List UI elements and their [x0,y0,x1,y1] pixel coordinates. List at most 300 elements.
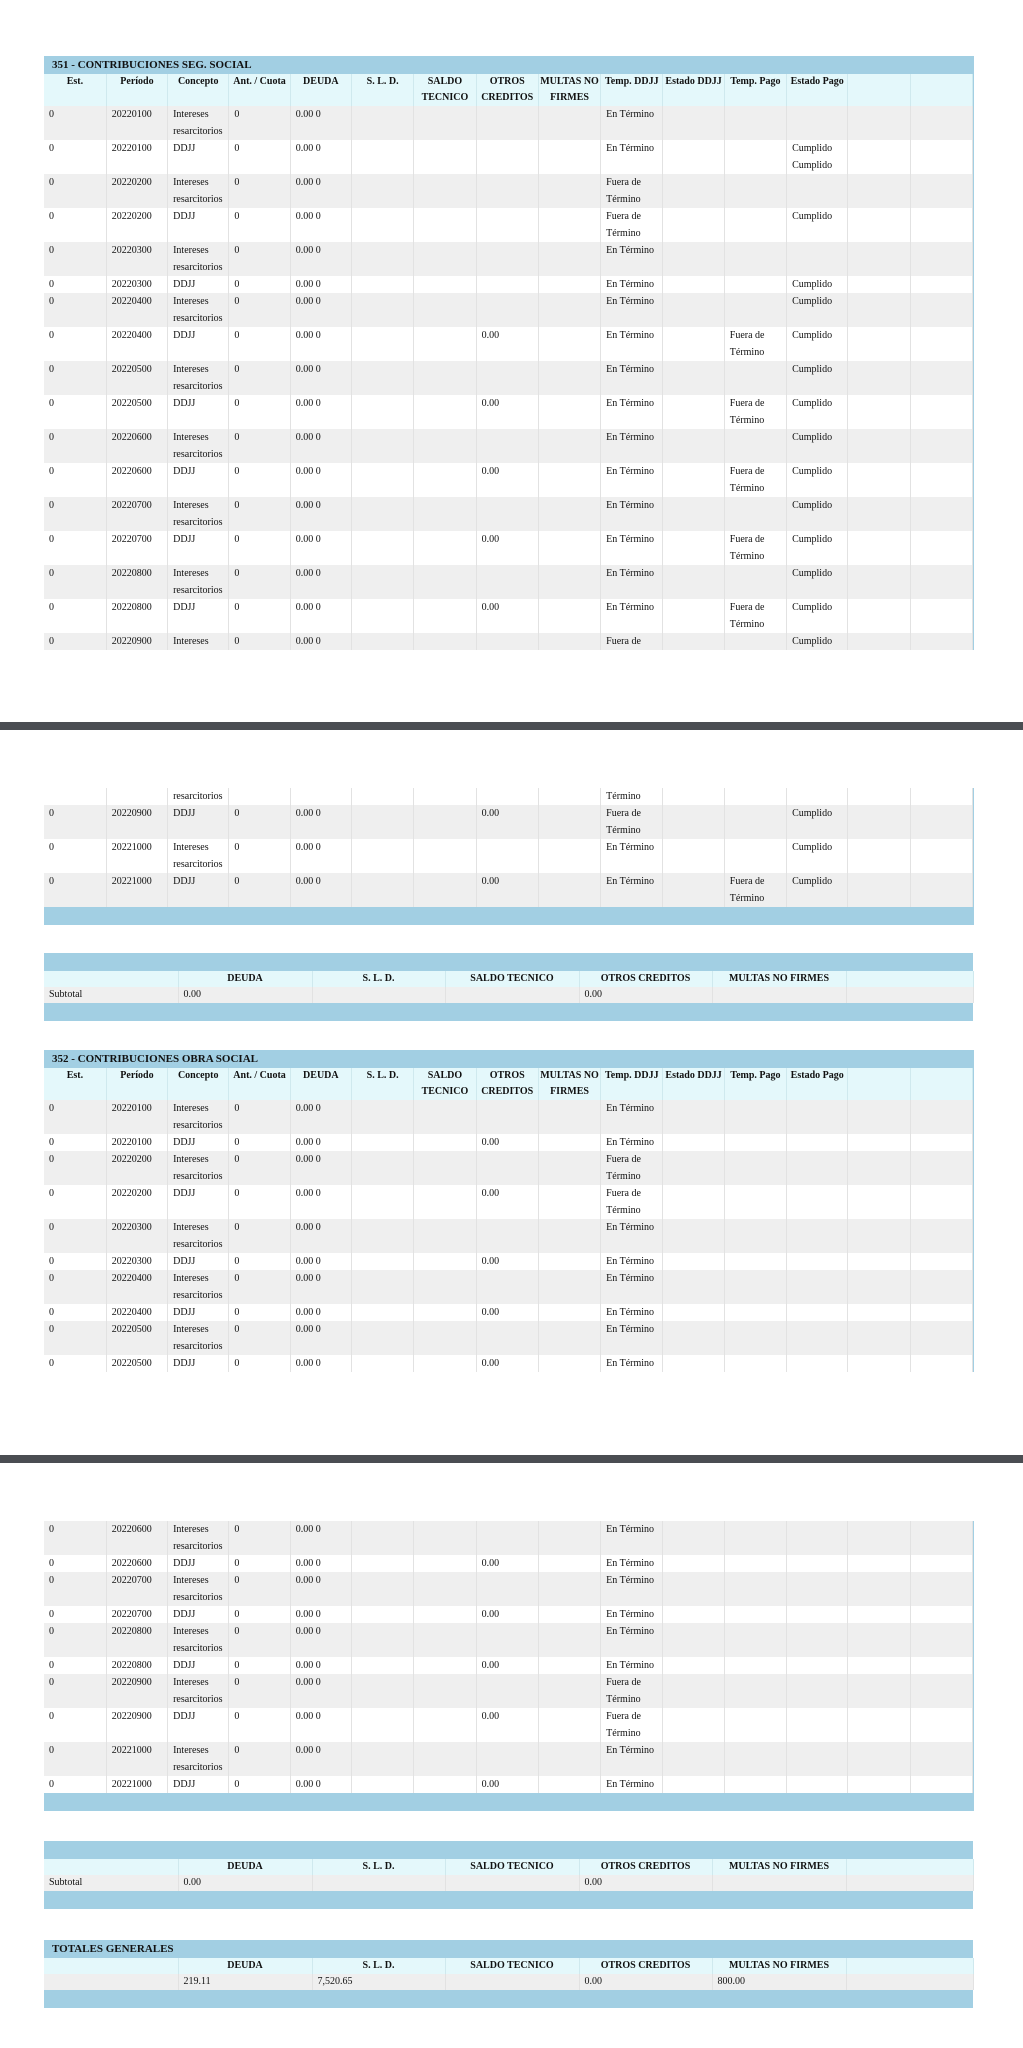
subtotal-cell: Subtotal [44,987,178,1003]
table-cell: Cumplido [787,327,848,361]
table-cell: Intereses resarcitorios [168,293,229,327]
table-cell: Intereses resarcitorios [168,1151,229,1185]
table-cell [351,1321,413,1355]
table-row [44,140,973,174]
table-cell: 0.00 0 [290,531,351,565]
table-cell: 20220600 [106,429,167,463]
table-cell: 20221000 [106,1742,167,1776]
table-cell: 0 [229,429,290,463]
table-cell [538,1623,600,1657]
table-cell [724,1185,786,1219]
table-cell [848,1555,910,1572]
table-cell [663,1555,724,1572]
table-cell [414,1521,476,1555]
table-cell: 20220800 [106,565,167,599]
table-cell [538,1572,600,1606]
table-cell: Fuera de Término [724,327,786,361]
table-cell [538,1304,600,1321]
subtotal-column-header: OTROS CREDITOS [579,1958,712,1974]
table-cell: 0 [44,1742,106,1776]
table-cell: En Término [601,1304,663,1321]
table-row [44,1708,973,1742]
table-row [44,1742,973,1776]
table-cell [538,395,600,429]
table-cell [910,242,972,276]
table-cell [848,1304,910,1321]
table-cell: 0 [44,276,106,293]
table-cell [724,565,786,599]
table-cell [848,463,910,497]
table-cell: 0 [229,1521,290,1555]
column-header: Ant. / Cuota [229,1068,290,1100]
table-cell [476,1151,538,1185]
table-cell [724,1572,786,1606]
subtotal-cell [846,1974,973,1990]
table-cell [848,361,910,395]
table-row [44,599,973,633]
table-cell: 0 [44,1185,106,1219]
table-cell [351,327,413,361]
table-cell [787,1742,848,1776]
table-cell: Cumplido Cumplido [787,140,848,174]
subtotal-column-header: OTROS CREDITOS [579,1859,712,1875]
table-cell: 0 [229,1321,290,1355]
table-cell [910,293,972,327]
table-cell: 0 [44,1555,106,1572]
table-cell [848,1185,910,1219]
table-cell: En Término [601,276,663,293]
table-cell: 0.00 [476,1555,538,1572]
subtotal-column-header: SALDO TECNICO [445,1859,579,1875]
table-cell: 0.00 0 [290,1742,351,1776]
table-cell: Fuera de [601,633,663,650]
table-cell [538,106,600,140]
table-cell [910,565,972,599]
subtotal-cell: 800.00 [712,1974,846,1990]
table-cell: Fuera de Término [724,599,786,633]
table-cell [351,463,413,497]
table-cell: 0.00 [476,1776,538,1793]
section-352-continued [44,1521,974,1811]
table-cell: 20220600 [106,1555,167,1572]
table-cell: 0.00 0 [290,463,351,497]
table-cell: Intereses resarcitorios [168,1521,229,1555]
table-cell: Cumplido [787,805,848,839]
table-cell [663,1606,724,1623]
table-cell [663,1355,724,1372]
table-cell [663,1521,724,1555]
table-cell: En Término [601,1270,663,1304]
table-cell [351,276,413,293]
table-cell [476,839,538,873]
table-row [44,633,973,650]
table-cell: 0 [229,1572,290,1606]
table-cell [910,276,972,293]
table-cell [351,1708,413,1742]
table-cell: DDJJ [168,1606,229,1623]
table-cell [538,242,600,276]
table-cell [351,531,413,565]
table-cell [538,873,600,907]
table-cell: 0.00 [476,1708,538,1742]
table-cell: 0.00 0 [290,1100,351,1134]
table-row [44,361,973,395]
table-cell: 0.00 0 [290,106,351,140]
table-cell: 0.00 0 [290,565,351,599]
table-cell [414,1151,476,1185]
table-cell [663,1674,724,1708]
table-cell [848,106,910,140]
table-cell: 0 [229,1776,290,1793]
subtotal-cell: Subtotal [44,1875,178,1891]
table-cell [414,1606,476,1623]
table-cell [476,1321,538,1355]
subtotal-column-header: OTROS CREDITOS [579,971,712,987]
table-cell: Fuera de Término [601,1708,663,1742]
table-cell [910,361,972,395]
table-cell: 20220600 [106,463,167,497]
table-row [44,839,973,873]
subtotal-footer-bar [44,1891,973,1909]
table-cell [724,208,786,242]
table-cell [538,1270,600,1304]
column-header: Estado DDJJ [663,1068,724,1100]
table-cell [476,633,538,650]
table-cell: En Término [601,1321,663,1355]
table-row [44,1572,973,1606]
table-cell [414,599,476,633]
table-cell [663,565,724,599]
table-row [44,1674,973,1708]
table-cell: 0 [229,174,290,208]
subtotal-column-header [846,1958,973,1974]
table-cell [787,1708,848,1742]
column-header: OTROS CREDITOS [476,1068,538,1100]
table-cell [476,361,538,395]
table-cell [787,1219,848,1253]
table-cell: 0 [44,839,106,873]
table-cell: 20220900 [106,1674,167,1708]
table-cell [351,429,413,463]
table-cell: 0 [44,599,106,633]
table-cell: 0.00 [476,1657,538,1674]
table-cell [538,1776,600,1793]
table-cell [848,1606,910,1623]
table-row [44,1555,973,1572]
table-cell [910,1742,972,1776]
section-351-continued [44,788,974,925]
table-cell [351,1521,413,1555]
table-cell: 20220300 [106,1219,167,1253]
table-cell: Cumplido [787,276,848,293]
table-cell [538,1355,600,1372]
table-cell [538,293,600,327]
table-cell [724,839,786,873]
table-cell [663,839,724,873]
table-cell [538,140,600,174]
table-row [44,1355,973,1372]
table-cell [663,327,724,361]
table-cell [910,1657,972,1674]
subtotal-column-header: DEUDA [178,1958,312,1974]
column-header [910,74,972,106]
table-cell [414,805,476,839]
subtotal-cell [712,1875,846,1891]
subtotal-column-header: MULTAS NO FIRMES [712,971,846,987]
table-cell [724,788,786,805]
table-row [44,788,973,805]
table-cell [663,1572,724,1606]
table-cell: Fuera de Término [601,1674,663,1708]
table-cell [414,1321,476,1355]
table-cell [538,276,600,293]
table-cell [414,276,476,293]
section-351-subtotal [44,953,973,1021]
table-cell: 20220900 [106,633,167,650]
table-cell [910,1521,972,1555]
column-header: Estado DDJJ [663,74,724,106]
table-cell: 0 [44,633,106,650]
table-row [44,1100,973,1134]
table-cell [848,1623,910,1657]
column-header: Concepto [168,1068,229,1100]
page-2 [0,730,1023,1455]
table-cell: Cumplido [787,463,848,497]
table-cell: 20220700 [106,1606,167,1623]
table-row [44,531,973,565]
table-cell [910,1151,972,1185]
table-cell: 20220800 [106,599,167,633]
table-cell [910,1776,972,1793]
table-cell [910,1185,972,1219]
table-cell [351,1219,413,1253]
subtotal-column-header [44,971,178,987]
table-cell [787,1304,848,1321]
table-cell [724,1219,786,1253]
table-cell: 20221000 [106,873,167,907]
table-cell: 0 [229,1270,290,1304]
table-cell [663,1657,724,1674]
table-cell [663,395,724,429]
table-cell: 0.00 0 [290,242,351,276]
table-cell: 0.00 0 [290,1151,351,1185]
table-cell [414,327,476,361]
column-header: Período [106,1068,167,1100]
table-cell [724,293,786,327]
subtotal-column-header: SALDO TECNICO [445,1958,579,1974]
table-cell [848,839,910,873]
subtotal-bar [44,953,973,971]
table-cell: En Término [601,1355,663,1372]
table-cell [910,839,972,873]
table-cell [351,1555,413,1572]
table-cell [724,140,786,174]
table-cell [848,805,910,839]
subtotal-footer-bar [44,1003,973,1021]
table-cell [538,361,600,395]
table-cell: 0 [44,1674,106,1708]
table-cell: 0 [229,463,290,497]
table-cell [724,1321,786,1355]
table-cell [414,140,476,174]
table-row [44,1270,973,1304]
table-cell: 0 [229,1185,290,1219]
table-cell [351,1185,413,1219]
table-cell: En Término [601,1253,663,1270]
table-cell [910,1623,972,1657]
table-cell: 0 [44,497,106,531]
table-cell: 0 [229,140,290,174]
table-cell: Cumplido [787,395,848,429]
table-cell: Intereses resarcitorios [168,497,229,531]
table-cell: 0 [229,497,290,531]
table-cell: 0.00 0 [290,429,351,463]
table-cell [351,1253,413,1270]
table-cell [910,463,972,497]
subtotal-cell: 0.00 [579,1875,712,1891]
table-cell: 0 [44,805,106,839]
table-cell: DDJJ [168,1355,229,1372]
table-cell [476,565,538,599]
table-cell: En Término [601,293,663,327]
table-cell: 0.00 [476,1304,538,1321]
table-cell: 0 [229,293,290,327]
table-cell [848,1521,910,1555]
table-row [44,1219,973,1253]
table-cell: En Término [601,1521,663,1555]
table-cell: 20220300 [106,242,167,276]
table-cell: 0 [229,531,290,565]
table-cell: En Término [601,463,663,497]
table-cell [724,1776,786,1793]
table-cell: 0.00 [476,1606,538,1623]
table-cell: DDJJ [168,140,229,174]
page-separator [0,1455,1023,1463]
table-row [44,497,973,531]
table-cell [476,293,538,327]
table-cell [414,873,476,907]
table-cell [538,1674,600,1708]
table-cell: 20221000 [106,1776,167,1793]
table-cell: 0.00 0 [290,1623,351,1657]
table-cell [724,805,786,839]
subtotal-column-header: S. L. D. [312,1859,445,1875]
table-cell: 0 [44,1606,106,1623]
table-cell [848,174,910,208]
table-cell: 0.00 [476,395,538,429]
table-cell: 0.00 0 [290,1134,351,1151]
column-header: SALDO TECNICO [414,74,476,106]
table-cell: 20220800 [106,1657,167,1674]
table-cell: DDJJ [168,1657,229,1674]
column-header: Ant. / Cuota [229,74,290,106]
table-cell: 0.00 0 [290,599,351,633]
table-cell [351,497,413,531]
table-cell [724,1304,786,1321]
table-cell: Intereses resarcitorios [168,839,229,873]
column-header: Temp. Pago [724,1068,786,1100]
table-cell: 0.00 0 [290,361,351,395]
table-cell [414,1253,476,1270]
table-cell [787,1185,848,1219]
table-cell [663,1742,724,1776]
table-cell [910,1674,972,1708]
table-cell [476,1572,538,1606]
table-cell: 0.00 0 [290,805,351,839]
table-cell [414,395,476,429]
table-cell [663,1708,724,1742]
table-cell: 0 [229,1674,290,1708]
subtotal-cell [445,1974,579,1990]
table-cell: 0 [229,361,290,395]
table-cell: DDJJ [168,327,229,361]
table-cell: 0.00 0 [290,276,351,293]
table-cell [538,1185,600,1219]
table-cell [663,1219,724,1253]
table-cell [787,174,848,208]
table-cell [724,1355,786,1372]
table-cell: Intereses resarcitorios [168,242,229,276]
table-cell: 20220200 [106,1185,167,1219]
table-cell [351,599,413,633]
table-cell: Cumplido [787,565,848,599]
column-header: S. L. D. [351,1068,413,1100]
column-header [848,74,910,106]
table-cell [538,633,600,650]
table-cell [724,1555,786,1572]
table-cell [848,1674,910,1708]
table-cell: 0 [229,1623,290,1657]
subtotal-column-header: S. L. D. [312,1958,445,1974]
table-cell [414,531,476,565]
table-cell: 20220900 [106,1708,167,1742]
table-cell [787,106,848,140]
table-cell: 0 [44,1776,106,1793]
table-cell [414,839,476,873]
table-cell: 0 [229,1606,290,1623]
table-cell: 0 [44,429,106,463]
table-row [44,174,973,208]
subtotal-cell: 7,520.65 [312,1974,445,1990]
table-cell [724,1521,786,1555]
table-cell: En Término [601,1572,663,1606]
table-cell: 0.00 0 [290,1674,351,1708]
table-row [44,1623,973,1657]
table-cell [106,788,167,805]
table-cell: En Término [601,1623,663,1657]
table-cell: Cumplido [787,599,848,633]
table-cell: 0.00 [476,805,538,839]
table-cell [663,1253,724,1270]
table-cell: 20220500 [106,1321,167,1355]
table-cell [663,463,724,497]
table-cell: 0.00 0 [290,633,351,650]
table-cell: DDJJ [168,1555,229,1572]
table-cell [538,1134,600,1151]
section-352-title: 352 - CONTRIBUCIONES OBRA SOCIAL [44,1050,973,1068]
table-cell: Cumplido [787,361,848,395]
table-cell [724,1606,786,1623]
table-cell: 0 [229,599,290,633]
table-cell [663,1776,724,1793]
table-cell [663,140,724,174]
column-header: DEUDA [290,1068,351,1100]
table-cell [787,1270,848,1304]
table-cell [351,633,413,650]
table-cell [663,599,724,633]
table-cell: 0 [44,242,106,276]
table-cell [538,208,600,242]
